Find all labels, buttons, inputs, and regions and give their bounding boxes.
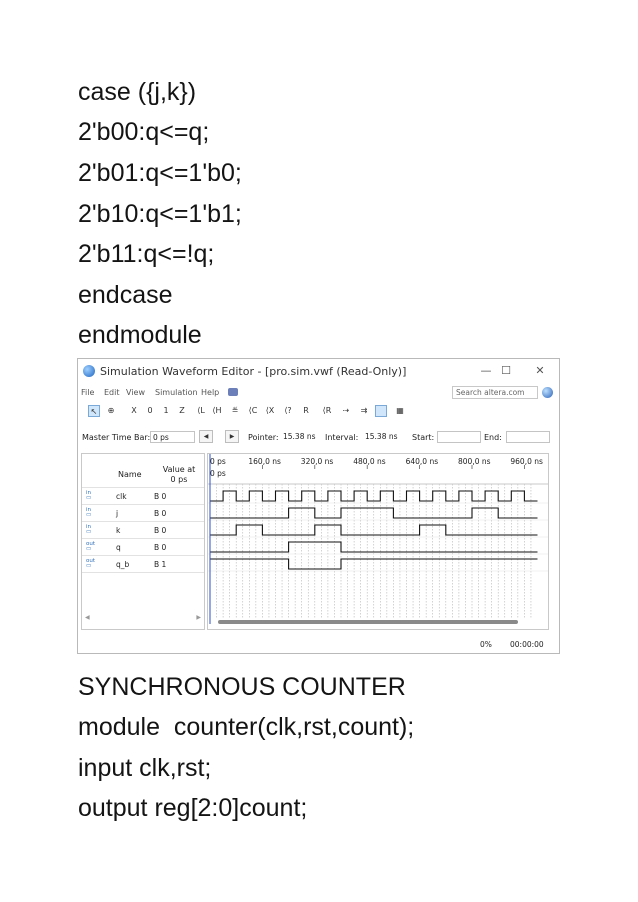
title-bar <box>78 359 559 385</box>
menu-view[interactable]: View <box>126 388 145 397</box>
section-heading: SYNCHRONOUS COUNTER <box>78 673 406 701</box>
column-header-value-line1: Value at <box>162 465 196 474</box>
code-line: module counter(clk,rst,count); <box>78 713 415 741</box>
time-tick-label: 0 ps <box>210 457 226 466</box>
input-pin-icon: in ▭ <box>86 524 92 535</box>
input-pin-icon: in ▭ <box>86 507 92 518</box>
selection-tool-icon[interactable]: ↖ <box>88 405 100 417</box>
signal-row-clk[interactable] <box>82 487 204 504</box>
end-label: End: <box>484 433 502 442</box>
signal-name: q <box>116 543 121 552</box>
status-progress: 0% <box>480 640 492 649</box>
code-line: endcase <box>78 281 173 309</box>
interval-value: 15.38 ns <box>363 431 401 443</box>
timing-sim-icon[interactable]: ⇉ <box>360 406 368 415</box>
window-title: Simulation Waveform Editor - [pro.sim.vwf (Read-Only)] <box>100 365 407 378</box>
menu-simulation[interactable]: Simulation <box>155 388 198 397</box>
grid-icon[interactable]: ▦ <box>396 406 404 415</box>
weak-high-icon[interactable]: ⟨H <box>212 406 222 415</box>
time-bar <box>78 429 559 445</box>
report-icon[interactable] <box>375 405 387 417</box>
signal-name: clk <box>116 492 127 501</box>
signal-row-q_b[interactable] <box>82 555 204 573</box>
app-icon <box>83 365 95 377</box>
signal-value: B 0 <box>154 509 167 518</box>
signal-name: q_b <box>116 560 130 569</box>
menu-edit[interactable]: Edit <box>104 388 120 397</box>
time-tick-label: 320,0 ns <box>300 457 334 466</box>
functional-sim-icon[interactable]: ⇢ <box>342 406 350 415</box>
code-line: 2'b01:q<=1'b0; <box>78 159 242 187</box>
signal-row-j[interactable] <box>82 504 204 521</box>
time-tick-label: 480,0 ns <box>353 457 386 466</box>
close-icon[interactable]: ✕ <box>535 364 545 377</box>
menu-file[interactable]: File <box>81 388 95 397</box>
time-tick-label: 800,0 ns <box>458 457 491 466</box>
signal-list-scrollbar[interactable] <box>85 614 201 624</box>
start-field[interactable] <box>437 431 481 443</box>
count-value-icon[interactable]: ⟨X <box>265 406 275 415</box>
signal-list <box>81 453 205 630</box>
status-bar <box>78 637 559 653</box>
code-line: case ({j,k}) <box>78 78 197 106</box>
scroll-left-icon[interactable]: ◀ <box>85 614 90 621</box>
master-time-bar-label: Master Time Bar: <box>82 433 151 442</box>
signal-name: j <box>116 509 119 518</box>
master-time-field[interactable]: 0 ps <box>150 431 195 443</box>
dont-care-icon[interactable]: ≝ <box>231 406 239 415</box>
force-low-icon[interactable]: 0 <box>147 406 153 415</box>
waveform-panel[interactable] <box>207 453 549 630</box>
force-z-icon[interactable]: Z <box>179 406 185 415</box>
code-line: 2'b11:q<=!q; <box>78 240 215 268</box>
code-line: endmodule <box>78 321 202 349</box>
code-line: input clk,rst; <box>78 754 212 782</box>
scroll-right-icon[interactable]: ▶ <box>196 614 201 621</box>
time-tick-label: 640,0 ns <box>405 457 439 466</box>
cursor-time-label: 0 ps <box>210 469 226 478</box>
pointer-value: 15.38 ns <box>281 431 319 443</box>
waveform-scrollbar-thumb <box>218 620 518 624</box>
end-field[interactable] <box>506 431 550 443</box>
code-line: 2'b00:q<=q; <box>78 118 210 146</box>
zoom-tool-icon[interactable]: ⊕ <box>107 406 115 415</box>
globe-icon[interactable] <box>542 387 553 398</box>
prev-transition-button[interactable]: ◀ <box>199 430 213 443</box>
time-tick-label: 960,0 ns <box>510 457 543 466</box>
search-input[interactable]: Search altera.com <box>452 386 538 399</box>
start-label: Start: <box>412 433 435 442</box>
arbitrary-value-icon[interactable]: ⟨? <box>284 406 292 415</box>
status-elapsed: 00:00:00 <box>510 640 544 649</box>
input-pin-icon: in ▭ <box>86 490 92 501</box>
code-line: 2'b10:q<=1'b1; <box>78 200 242 228</box>
signal-value: B 0 <box>154 526 167 535</box>
signal-value: B 0 <box>154 492 167 501</box>
random-value-icon[interactable]: R <box>303 406 309 415</box>
clock-value-icon[interactable]: ⟨C <box>248 406 258 415</box>
signal-name: k <box>116 526 121 535</box>
menu-help[interactable]: Help <box>201 388 220 397</box>
column-header-value-line2: 0 ps <box>170 475 188 484</box>
force-high-icon[interactable]: 1 <box>163 406 169 415</box>
toolbar <box>78 403 559 422</box>
force-unknown-icon[interactable]: X <box>131 406 137 415</box>
column-header-value <box>160 465 198 485</box>
invert-icon[interactable]: ⟨R <box>322 406 332 415</box>
pointer-label: Pointer: <box>248 433 279 442</box>
signal-row-q[interactable] <box>82 538 204 555</box>
output-pin-icon: out ▭ <box>86 541 96 552</box>
output-pin-icon: out ▭ <box>86 558 96 569</box>
interval-label: Interval: <box>325 433 359 442</box>
minimize-icon[interactable]: — <box>480 364 492 377</box>
signal-value: B 0 <box>154 543 167 552</box>
feedback-icon[interactable] <box>228 388 238 396</box>
code-line: output reg[2:0]count; <box>78 794 308 822</box>
next-transition-button[interactable]: ▶ <box>225 430 239 443</box>
signal-row-k[interactable] <box>82 521 204 538</box>
time-tick-label: 160,0 ns <box>248 457 281 466</box>
column-header-name: Name <box>118 470 142 479</box>
waveform-chart[interactable] <box>208 454 548 629</box>
waveform-editor-window <box>77 358 560 654</box>
signal-value: B 1 <box>154 560 167 569</box>
weak-low-icon[interactable]: ⟨L <box>197 406 205 415</box>
maximize-icon[interactable]: ☐ <box>501 364 511 377</box>
